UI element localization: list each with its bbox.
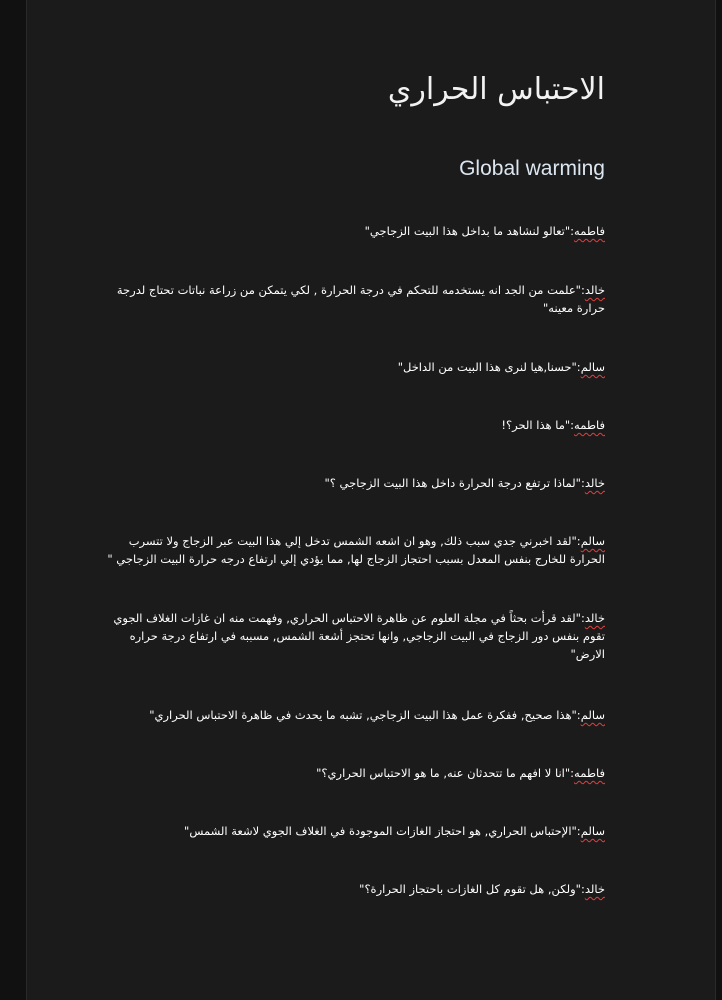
- speaker-name: فاطمه: [574, 418, 605, 432]
- line-text: :"حسنا,هيا لنرى هذا البيت من الداخل": [397, 360, 581, 374]
- speaker-name: خالد: [584, 476, 605, 490]
- dialogue-line: [105, 706, 605, 724]
- line-text: :"لماذا ترتفع درجة الحرارة داخل هذا البيت الزجاجي ؟": [324, 476, 585, 490]
- line-text: :"هذا صحيح, ففكرة عمل هذا البيت الزجاجي, تشبه ما يحدث في ظاهرة الاحتباس الحراري": [149, 708, 581, 722]
- line-text: :"لقد اخبرني جدي سبب ذلك, وهو ان اشعه الشمس تدخل إلي هذا البيت عبر الزجاج ولا تتسرب الحرارة للخارج بنفس المعدل بسبب احتجاز الزجاج لها, مما يؤدي إلي ارتفاع درجه حرارة البيت الزجاجي ": [107, 534, 605, 566]
- document-subtitle: Global warming: [459, 157, 605, 180]
- dialogue-line: [105, 416, 605, 434]
- dialogue-line: [105, 822, 605, 840]
- speaker-name: سالم: [580, 534, 605, 548]
- line-text: :"الإحتباس الحراري, هو احتجاز الغازات الموجودة في الغلاف الجوي لاشعة الشمس": [184, 824, 581, 838]
- speaker-name: خالد: [584, 882, 605, 896]
- line-text: :"لقد قرأت بحثاً في مجلة العلوم عن ظاهرة الاحتباس الحراري, وفهمت منه ان غازات الغلاف الجوي تقوم بنفس دور الزجاج في البيت الزجاجي, وانها تحتجز أشعة الشمس, مسببه في ارتفاع درجة حراره الارض": [113, 611, 605, 661]
- line-text: :"انا لا افهم ما تتحدثان عنه, ما هو الاحتباس الحراري؟": [316, 766, 575, 780]
- line-text: :"ولكن, هل تقوم كل الغازات باحتجاز الحرارة؟": [359, 882, 585, 896]
- line-text: :"تعالو لنشاهد ما بداخل هذا البيت الزجاجي": [364, 224, 575, 238]
- speaker-name: فاطمه: [574, 766, 605, 780]
- document-page[interactable]: [26, 0, 716, 1000]
- speaker-name: سالم: [580, 360, 605, 374]
- line-text: :"علمت من الجد انه يستخدمه للتحكم في درجة الحرارة , لكي يتمكن من زراعة نباتات تحتاج لدرجة حرارة معينه": [116, 283, 605, 315]
- speaker-name: خالد: [584, 283, 605, 297]
- speaker-name: فاطمه: [574, 224, 605, 238]
- dialogue-body: [27, 0, 715, 1000]
- speaker-name: سالم: [580, 824, 605, 838]
- line-text: :"ما هذا الحر؟!: [501, 418, 575, 432]
- speaker-name: خالد: [584, 611, 605, 625]
- dialogue-line: [105, 222, 605, 240]
- document-title: الاحتباس الحراري: [387, 72, 605, 107]
- dialogue-line: [105, 532, 605, 568]
- dialogue-line: [105, 609, 605, 663]
- dialogue-line: [105, 474, 605, 492]
- dialogue-line: [105, 880, 605, 898]
- dialogue-line: [105, 764, 605, 782]
- dialogue-line: [105, 358, 605, 376]
- dialogue-line: [105, 281, 605, 317]
- speaker-name: سالم: [580, 708, 605, 722]
